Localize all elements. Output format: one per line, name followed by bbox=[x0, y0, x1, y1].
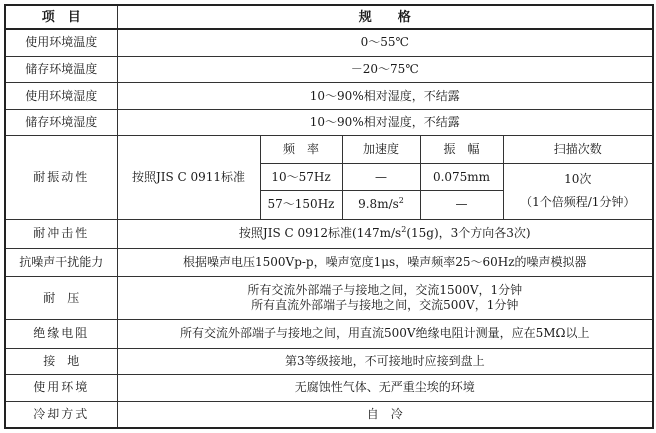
row-label: 抗噪声干扰能力 bbox=[5, 248, 117, 277]
shock-value-exp: 2 bbox=[401, 225, 407, 235]
header-item: 项 目 bbox=[5, 5, 117, 29]
table-row bbox=[5, 219, 653, 248]
withstand-line-1: 所有交流外部端子与接地之间，交流1500V，1分钟 bbox=[247, 283, 523, 298]
shock-value-b: (15g)，3个方向各3次) bbox=[406, 226, 531, 241]
vibration-r2-acc-base: 9.8m/s bbox=[358, 197, 399, 212]
row-value: 自 冷 bbox=[117, 401, 653, 428]
vibration-r2-amplitude: — bbox=[420, 190, 503, 219]
table-row bbox=[5, 56, 653, 83]
table-row bbox=[5, 109, 653, 136]
vibration-col-acceleration: 加速度 bbox=[342, 136, 420, 164]
vibration-col-sweep: 扫描次数 bbox=[503, 136, 653, 164]
row-label: 使用环境 bbox=[5, 375, 117, 402]
header-row bbox=[5, 5, 653, 29]
row-label: 使用环境湿度 bbox=[5, 83, 117, 110]
vibration-col-amplitude: 振 幅 bbox=[420, 136, 503, 164]
row-value: 10～90%相对湿度，不结露 bbox=[117, 83, 653, 110]
vibration-col-frequency: 频 率 bbox=[260, 136, 342, 164]
spec-sheet bbox=[4, 4, 652, 429]
table-row bbox=[5, 29, 653, 56]
vibration-row-header bbox=[5, 136, 653, 164]
table-row bbox=[5, 401, 653, 428]
row-label: 使用环境温度 bbox=[5, 29, 117, 56]
vibration-label: 耐振动性 bbox=[5, 136, 117, 219]
row-label: 冷却方式 bbox=[5, 401, 117, 428]
vibration-sweep-note: （1个倍频程/1分钟） bbox=[520, 195, 636, 210]
vibration-r1-frequency: 10～57Hz bbox=[260, 164, 342, 191]
withstand-line-2: 所有直流外部端子与接地之间，交流500V，1分钟 bbox=[251, 298, 519, 313]
vibration-sweep-cell bbox=[503, 164, 653, 220]
shock-value-a: 按照JIS C 0912标准(147m/s bbox=[238, 226, 402, 241]
table-row bbox=[5, 319, 653, 348]
row-label: 耐 压 bbox=[5, 277, 117, 319]
row-value: 第3等级接地，不可接地时应接到盘上 bbox=[117, 348, 653, 375]
table-row bbox=[5, 83, 653, 110]
row-label: 储存环境温度 bbox=[5, 56, 117, 83]
vibration-r2-acceleration bbox=[342, 190, 420, 219]
table-row bbox=[5, 248, 653, 277]
row-label: 储存环境湿度 bbox=[5, 109, 117, 136]
row-value: 0～55℃ bbox=[117, 29, 653, 56]
table-row bbox=[5, 375, 653, 402]
vibration-r1-acceleration: — bbox=[342, 164, 420, 191]
table-row bbox=[5, 348, 653, 375]
vibration-r2-acc-exp: 2 bbox=[398, 196, 404, 206]
row-label: 绝缘电阻 bbox=[5, 319, 117, 348]
row-value: －20～75℃ bbox=[117, 56, 653, 83]
row-value bbox=[117, 219, 653, 248]
spec-table bbox=[4, 4, 654, 429]
vibration-sweep-count: 10次 bbox=[564, 172, 592, 187]
row-label: 耐冲击性 bbox=[5, 219, 117, 248]
vibration-r1-amplitude: 0.075mm bbox=[420, 164, 503, 191]
row-label: 接 地 bbox=[5, 348, 117, 375]
row-value bbox=[117, 277, 653, 319]
header-spec: 规 格 bbox=[117, 5, 653, 29]
table-row bbox=[5, 277, 653, 319]
vibration-r2-frequency: 57～150Hz bbox=[260, 190, 342, 219]
row-value: 10～90%相对湿度，不结露 bbox=[117, 109, 653, 136]
row-value: 无腐蚀性气体、无严重尘埃的环境 bbox=[117, 375, 653, 402]
vibration-standard: 按照JIS C 0911标准 bbox=[117, 136, 260, 219]
row-value: 根据噪声电压1500Vp-p，噪声宽度1μs，噪声频率25～60Hz的噪声模拟器 bbox=[117, 248, 653, 277]
row-value: 所有交流外部端子与接地之间，用直流500V绝缘电阻计测量，应在5MΩ以上 bbox=[117, 319, 653, 348]
